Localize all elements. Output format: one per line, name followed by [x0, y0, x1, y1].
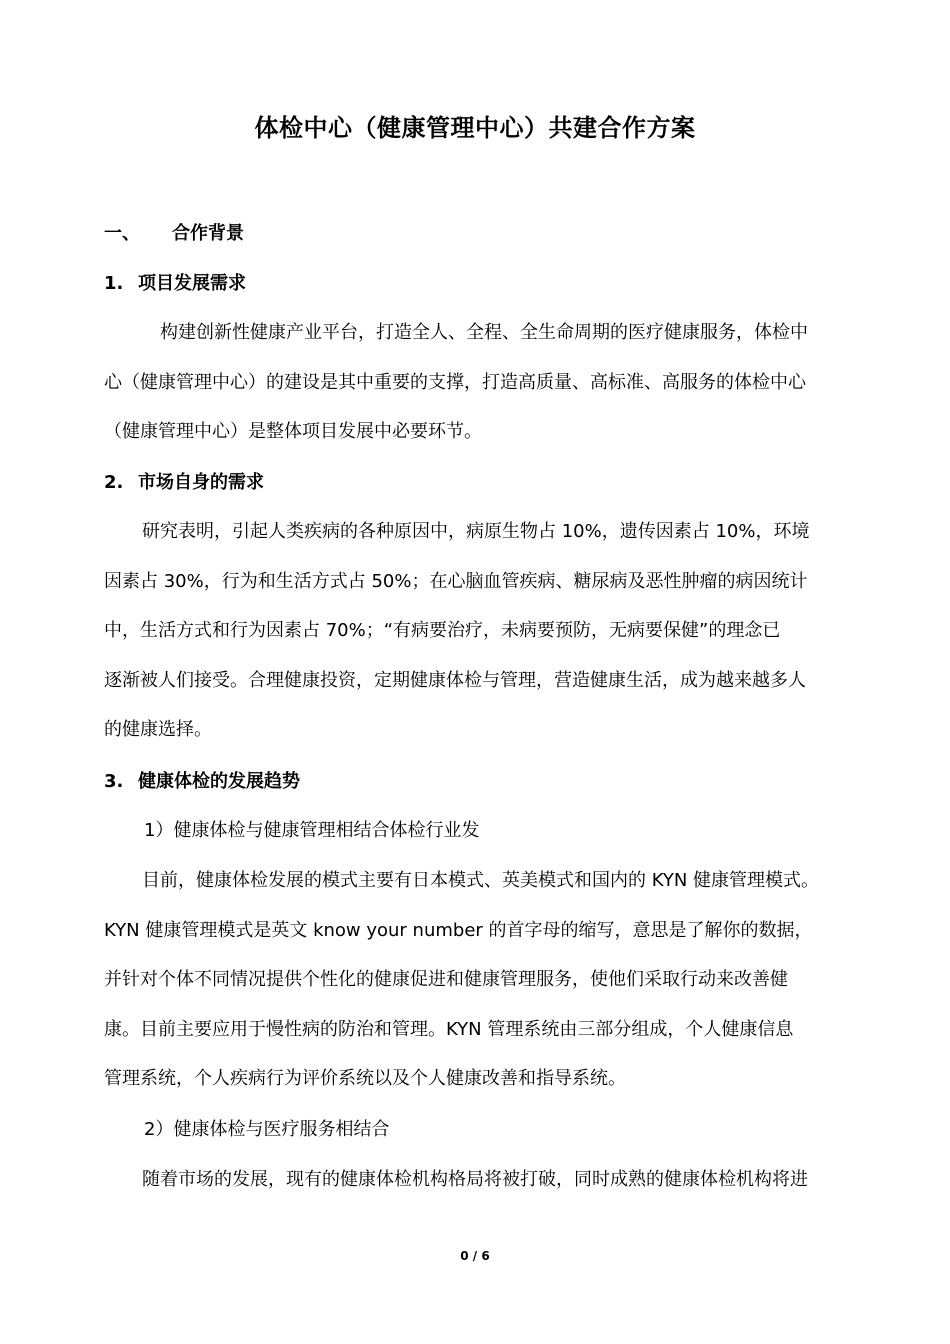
subsection-heading-market-needs — [104, 470, 264, 496]
subsection-number: 2. — [104, 472, 124, 493]
paragraph-line: 研究表明，引起人类疾病的各种原因中，病原生物占 10%，遗传因素占 10%，环境 — [142, 521, 810, 542]
section-title: 合作背景 — [172, 223, 244, 244]
subsection-heading-project-needs — [104, 271, 246, 297]
subsection-title: 市场自身的需求 — [138, 472, 264, 493]
paragraph-line: 的健康选择。 — [104, 719, 212, 741]
paragraph-medical-service — [104, 1155, 848, 1205]
paragraph-line: 随着市场的发展，现有的健康体检机构格局将被打破，同时成熟的健康体检机构将进 — [142, 1169, 808, 1190]
list-item-heading-1: 1）健康体检与健康管理相结合体检行业发 — [144, 820, 480, 841]
list-item-heading-2: 2）健康体检与医疗服务相结合 — [144, 1119, 390, 1140]
paragraph-line: 心（健康管理中心）的建设是其中重要的支撑，打造高质量、高标准、高服务的体检中心 — [104, 371, 806, 393]
section-heading-background — [104, 221, 244, 247]
paragraph-line: 中，生活方式和行为因素占 70%；“有病要治疗，未病要预防，无病要保健”的理念已 — [104, 620, 781, 642]
subsection-title: 健康体检的发展趋势 — [138, 771, 300, 792]
section-number: 一、 — [104, 223, 140, 244]
paragraph-line: 因素占 30%，行为和生活方式占 50%；在心脑血管疾病、糖尿病及恶性肿瘤的病因统计 — [104, 570, 808, 592]
paragraph-market-needs — [104, 507, 848, 755]
paragraph-project-needs — [104, 308, 848, 457]
subsection-title: 项目发展需求 — [138, 273, 246, 294]
paragraph-line: 逐渐被人们接受。合理健康投资，定期健康体检与管理，营造健康生活，成为越来越多人 — [104, 669, 806, 691]
document-title: 体检中心（健康管理中心）共建合作方案 — [254, 114, 696, 142]
subsection-number: 1. — [104, 273, 124, 294]
page-number: 0 / 6 — [460, 1249, 490, 1263]
paragraph-line: 康。目前主要应用于慢性病的防治和管理。KYN 管理系统由三部分组成，个人健康信息 — [104, 1018, 794, 1040]
paragraph-line: 目前，健康体检发展的模式主要有日本模式、英美模式和国内的 KYN 健康管理模式。 — [142, 870, 820, 891]
subsection-heading-trends — [104, 769, 300, 795]
paragraph-line: 构建创新性健康产业平台，打造全人、全程、全生命周期的医疗健康服务，体检中 — [160, 322, 808, 343]
paragraph-line: （健康管理中心）是整体项目发展中必要环节。 — [104, 421, 482, 443]
paragraph-line: KYN 健康管理模式是英文 know your number 的首字母的缩写，意思是了解你的数据， — [104, 919, 813, 941]
paragraph-line: 并针对个体不同情况提供个性化的健康促进和健康管理服务，使他们采取行动来改善健 — [104, 969, 788, 991]
subsection-number: 3. — [104, 771, 124, 792]
paragraph-kyn-model — [104, 856, 848, 1104]
paragraph-line: 管理系统，个人疾病行为评价系统以及个人健康改善和指导系统。 — [104, 1068, 626, 1090]
